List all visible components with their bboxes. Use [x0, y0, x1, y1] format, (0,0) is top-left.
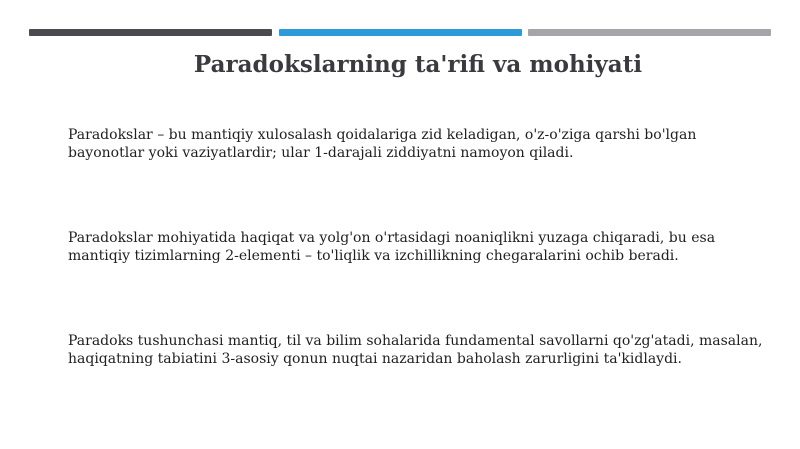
paragraph-definition: Paradokslar – bu mantiqiy xulosalash qoidalariga zid keladigan, o'z-o'ziga qarshi bo'lgan bayonotlar yoki vaziyatlardir; ular 1-darajali ziddiyatni namoyon qiladi. — [68, 127, 697, 161]
slide-title: Paradokslarning ta'rifi va mohiyati — [193, 51, 643, 78]
header-bar-dark — [29, 29, 272, 36]
paragraph-concept: Paradoks tushunchasi mantiq, til va bilim sohalarida fundamental savollarni qo'zg'atadi, masalan, haqiqatning tabiatini 3-asosiy qonun nuqtai nazaridan baholash zarurligini ta'kidlaydi. — [68, 333, 763, 367]
paragraph-essence: Paradokslar mohiyatida haqiqat va yolg'on o'rtasidagi noaniqlikni yuzaga chiqaradi, bu esa mantiqiy tizimlarning 2-elementi – to'liqlik va izchillikning chegaralarini ochib beradi. — [68, 230, 716, 264]
header-bar-grey — [528, 29, 771, 36]
header-bar-blue — [279, 29, 522, 36]
